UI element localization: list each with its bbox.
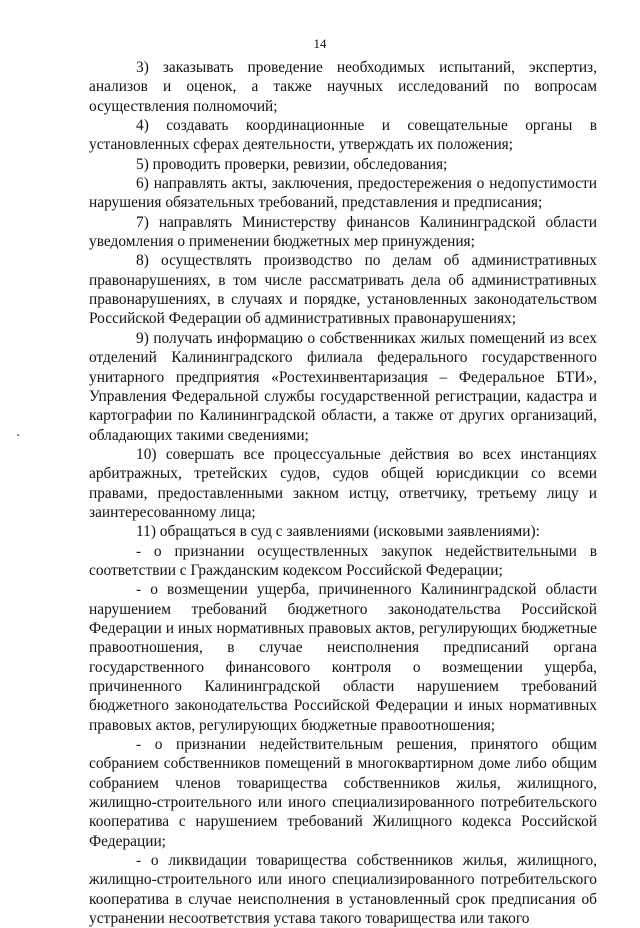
paragraph-item-8: 8) осуществлять производство по делам об административных правонарушениях, в том числе рассматривать дела об административных правонарушениях, в случаях и порядке, установленных законодательством Российской Федерации об административных правонарушениях;: [89, 252, 597, 328]
paragraph-item-6: 6) направлять акты, заключения, предостережения о недопустимости нарушения обязательных требований, представления и предписания;: [89, 175, 597, 212]
paragraph-item-7: 7) направлять Министерству финансов Калининградской области уведомления о применении бюджетных мер принуждения;: [89, 213, 597, 251]
sub-item-procurement: - о признании осуществленных закупок недействительными в соответствии с Гражданским кодексом Российской Федерации;: [89, 542, 597, 579]
paragraph-item-5: 5) проводить проверки, ревизии, обследования;: [136, 155, 448, 173]
paragraph-item-11: 11) обращаться в суд с заявлениями (исковыми заявлениями):: [136, 523, 540, 541]
paragraph-item-3: 3) заказывать проведение необходимых испытаний, экспертиз, анализов и оценок, а также научных исследований по вопросам осуществления полномочий;: [89, 59, 597, 115]
sub-item-invalid-decision: - о признании недействительным решения, принятого общим собранием собственников помещений в многоквартирном доме либо общим собранием членов товарищества собственников жилья, жилищного, жилищно-строительного или иного специализированного потребительского кооператива с нарушением требований Жилищного кодекса Российской Федерации;: [89, 736, 597, 850]
margin-mark: [17, 434, 19, 436]
paragraph-item-4: 4) создавать координационные и совещательные органы в установленных сферах деятельности, утверждать их положения;: [89, 117, 597, 154]
paragraph-item-10: 10) совершать все процессуальные действия во всех инстанциях арбитражных, третейских судов, судов общей юрисдикции со всеми правами, предоставленными закном истцу, ответчику, третьему лицу и заинтересованному лица;: [89, 445, 597, 521]
sub-item-liquidation: - о ликвидации товарищества собственников жилья, жилищного, жилищно-строительного или иного специализированного потребительского кооператива в случае неисполнения в установленный срок предписания об устранении несоответствия устава такого товарищества или такого: [89, 852, 597, 928]
document-body: [89, 58, 597, 928]
page-number: 14: [313, 36, 327, 51]
sub-item-damages: - о возмещении ущерба, причиненного Калининградской области нарушением требований бюджетного законодательства Российской Федерации и иных нормативных правовых актов, регулирующих бюджетные правоотношения, в случае неисполнения предписаний органа государственного финансового контроля о возмещении ущерба, причиненного Калининградской области нарушением требований бюджетного законодательства Российской Федерации и иных нормативных правовых актов, регулирующих бюджетные правоотношения;: [89, 581, 597, 734]
paragraph-item-9: 9) получать информацию о собственниках жилых помещений из всех отделений Калининградского филиала федерального государственного унитарного предприятия «Ростехинвентаризация – Федеральное БТИ», Управления Федеральной службы государственной регистрации, кадастра и картографии по Калининградской области, а также от других организаций, обладающих такими сведениями;: [89, 329, 597, 444]
